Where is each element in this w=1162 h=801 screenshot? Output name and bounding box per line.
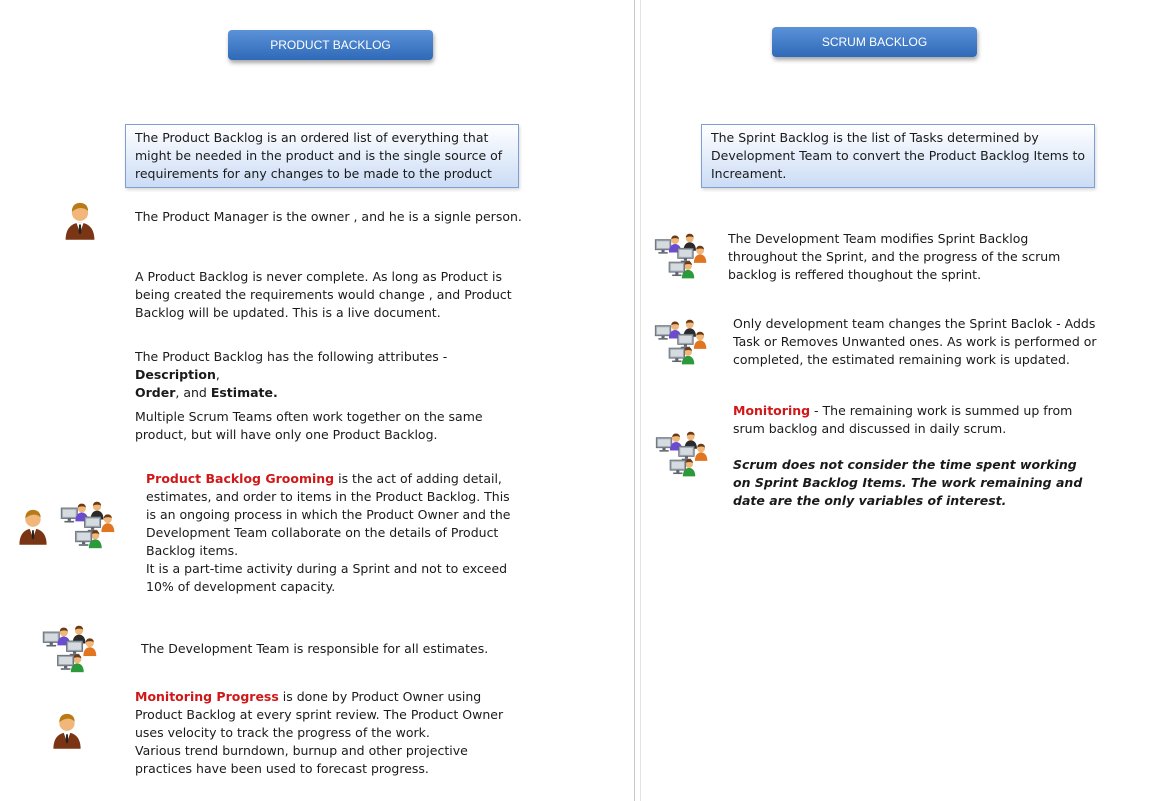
product-backlog-definition: The Product Backlog is an ordered list of everything that might be needed in the product and is the single source of requirements for any changes to be made to the product xyxy=(125,124,519,188)
attributes-text xyxy=(135,348,525,402)
multiple-teams-text: Multiple Scrum Teams often work together on the same product, but will have only one Product Backlog. xyxy=(135,409,483,442)
team-icon xyxy=(652,318,712,368)
person-icon xyxy=(50,710,84,750)
panel-divider-secondary xyxy=(640,0,641,801)
sprint-monitoring-description: - The remaining work is summed up from srum backlog and discussed in daily scrum. xyxy=(733,403,1073,436)
person-icon xyxy=(16,506,50,546)
sprint-monitoring-text xyxy=(733,402,1103,438)
attributes-sep2: , and xyxy=(175,385,211,400)
scrum-backlog-definition: The Sprint Backlog is the list of Tasks determined by Development Team to convert the Product Backlog Items to Increament. xyxy=(701,124,1095,188)
grooming-description: is the act of adding detail, estimates, and order to items in the Product Backlog. This is an ongoing process in which the Product Owner and the Development Team collaborate on the details of Product Backlog items. xyxy=(146,471,511,558)
team-icon xyxy=(54,500,124,552)
attribute-estimate: Estimate xyxy=(210,385,273,400)
monitoring-progress-description: is done by Product Owner using Product Backlog at every sprint review. The Product Owner uses velocity to track the progress of the work. xyxy=(135,689,504,740)
attributes-sep1: , xyxy=(215,367,220,382)
estimates-text: The Development Team is responsible for all estimates. xyxy=(141,641,489,656)
monitoring-progress-practices: Various trend burndown, burnup and other projective practices have been used to forecast progress. xyxy=(135,743,468,776)
scrum-note-text: Scrum does not consider the time spent working on Sprint Backlog Items. The work remaining and date are the only variables of interest. xyxy=(733,457,1083,508)
panel-divider xyxy=(634,0,635,801)
scrum-backlog-title: SCRUM BACKLOG xyxy=(772,27,977,57)
attribute-order: Order xyxy=(135,385,176,400)
modifies-text: The Development Team modifies Sprint Backlog throughout the Sprint, and the progress of the scrum backlog is reffered thoughout the sprint. xyxy=(728,231,1061,282)
sprint-monitoring-term: Monitoring xyxy=(733,403,811,418)
team-icon xyxy=(34,624,108,676)
owner-text: The Product Manager is the owner , and he is a signle person. xyxy=(135,209,522,224)
grooming-term: Product Backlog Grooming xyxy=(146,471,335,486)
team-icon xyxy=(652,232,712,282)
never-complete-text: A Product Backlog is never complete. As long as Product is being created the requirements would change , and Product Backlog will be updated. This is a live document. xyxy=(135,269,512,320)
grooming-text xyxy=(146,470,518,596)
product-backlog-title: PRODUCT BACKLOG xyxy=(228,30,433,60)
attribute-description: Description xyxy=(135,367,216,382)
person-icon xyxy=(62,200,98,240)
grooming-limit: It is a part-time activity during a Sprint and not to exceed 10% of development capacity. xyxy=(146,561,508,594)
monitoring-progress-term: Monitoring Progress xyxy=(135,689,279,704)
attributes-intro: The Product Backlog has the following attributes - xyxy=(135,349,448,364)
monitoring-progress-text xyxy=(135,688,507,778)
team-icon xyxy=(653,430,713,480)
only-team-text: Only development team changes the Sprint Baclok - Adds Task or Removes Unwanted ones. As work is performed or completed, the estimated remaining work is updated. xyxy=(733,316,1097,367)
attributes-end: . xyxy=(272,385,278,400)
